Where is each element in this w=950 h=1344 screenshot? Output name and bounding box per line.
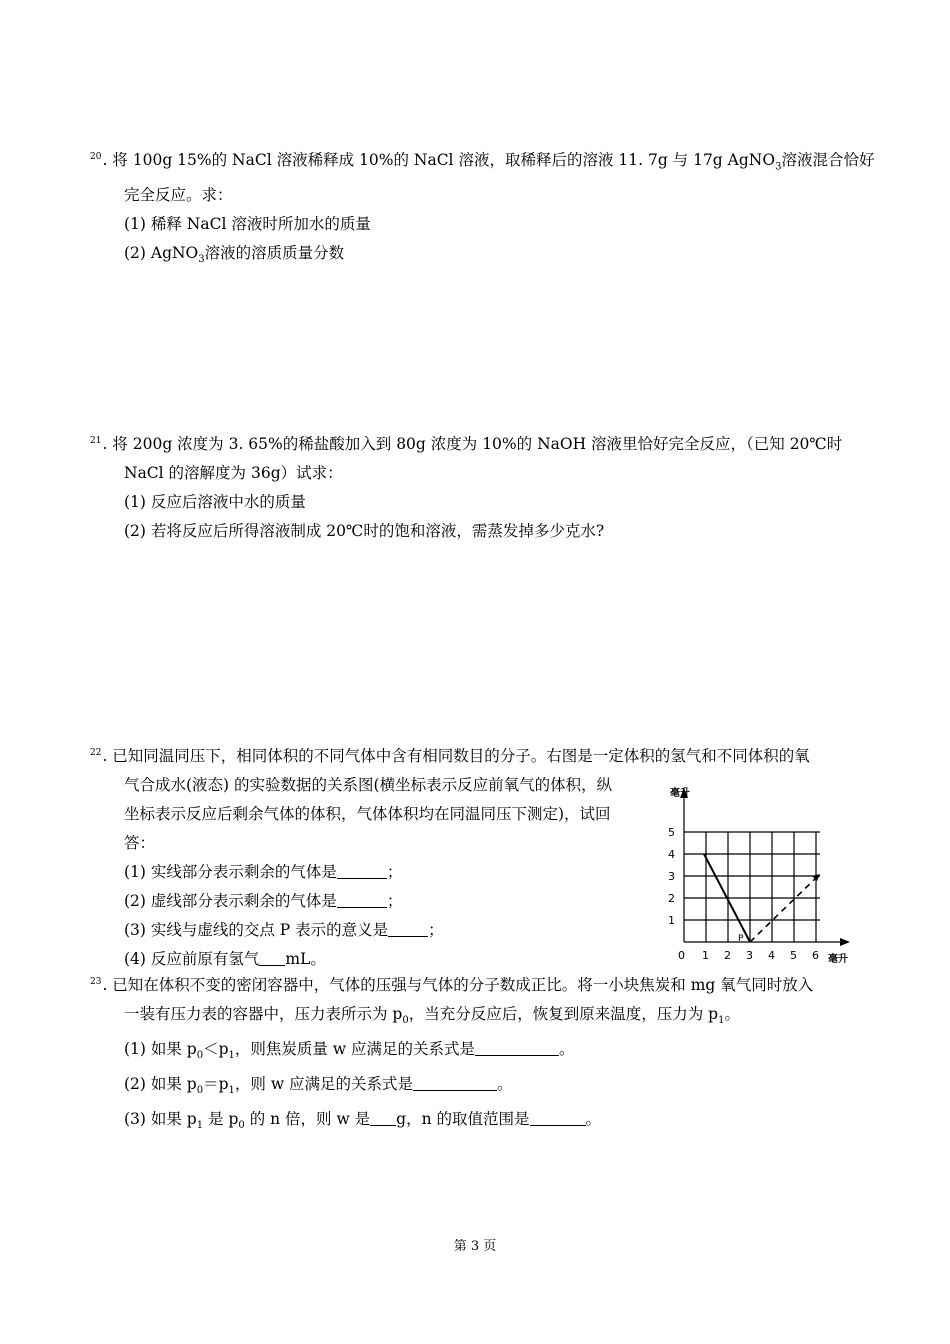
x-tick: 3 (746, 949, 753, 962)
sub-question: (1) 稀释 NaCl 溶液时所加水的质量 (124, 215, 371, 234)
question-number: 22 (90, 748, 102, 758)
question-number: 20 (90, 152, 102, 162)
question-21: $^{21}$. 将 200g 浓度为 3. 65%的稀盐酸加入到 80g 浓度为 10%的 NaOH 溶液里恰好完全反应，（已知 20℃时 NaCl 的溶解度为 36g）试求： (1) 反应后溶液中水的质量 (2) 若将反应后所得溶液制成 20℃时的饱和溶液，需蒸发掉多少克水? (90, 427, 865, 546)
answer-blank[interactable] (259, 949, 285, 966)
question-number: 23 (90, 977, 102, 987)
x-tick: 4 (768, 949, 775, 962)
answer-blank[interactable] (475, 1039, 559, 1056)
x-tick: 0 (678, 949, 685, 962)
gas-volume-graph (660, 778, 860, 973)
y-axis-unit: 毫升 (670, 788, 690, 799)
x-tick: 5 (790, 949, 797, 962)
y-tick: 2 (668, 892, 675, 905)
answer-blank[interactable] (337, 862, 387, 879)
point-p-label: P (738, 934, 744, 944)
sub-question: (2) 若将反应后所得溶液制成 20℃时的饱和溶液，需蒸发掉多少克水? (124, 522, 605, 541)
x-tick: 6 (812, 949, 819, 962)
y-tick: 3 (668, 870, 675, 883)
question-number: 21 (90, 436, 102, 446)
answer-blank[interactable] (413, 1074, 497, 1091)
x-axis-arrow (840, 938, 850, 946)
x-axis-unit: 毫升 (828, 954, 848, 965)
y-tick: 4 (668, 848, 675, 861)
answer-blank[interactable] (370, 1109, 396, 1126)
sub-question: (3) 如果 $p_1$ 是 $p_0$ 的 n 倍，则 w 是 g，n 的取值范围是 。 (124, 1110, 602, 1132)
sub-question: (3) 实线与虚线的交点 P 表示的意义是 ； (124, 921, 444, 940)
y-tick: 5 (668, 826, 675, 839)
sub-question: (4) 反应前原有氢气 mL。 (124, 950, 326, 969)
sub-question: (2) AgNO$_3$溶液的溶质质量分数 (124, 244, 345, 266)
sub-question: (1) 反应后溶液中水的质量 (124, 493, 306, 512)
sub-question: (1) 如果 $p_0<p_1$，则焦炭质量 w 应满足的关系式是 。 (124, 1040, 575, 1062)
sub-question: (1) 实线部分表示剩余的气体是 ； (124, 863, 403, 882)
y-tick: 1 (668, 914, 675, 927)
page-footer: 第 3 页 (453, 1239, 497, 1254)
question-23: $^{23}$. 已知在体积不变的密闭容器中，气体的压强与气体的分子数成正比。将一小块焦炭和 mg 氧气同时放入 一装有压力表的容器中，压力表所示为 $p_0$，当充分反应后，恢复到原来温度，压力为 $p_1$。 (1) 如果 $p_0<p_1$，则焦炭质量 w 应满足的关系式是 。 (2) 如果 $p_0=p_1$，则 w 应满足的关系式是 。 (3) 如果 $p_1$ 是 $p_0$ 的 n 倍，则 w 是 g，n 的取值范围是 。 (90, 968, 865, 1141)
answer-blank[interactable] (530, 1109, 586, 1126)
sub-question: (2) 虚线部分表示剩余的气体是 ； (124, 892, 403, 911)
question-22: $^{22}$. 已知同温同压下，相同体积的不同气体中含有相同数目的分子。右图是一定体积的氢气和不同体积的氧 气合成水(液态) 的实验数据的关系图(横坐标表示反应前氧气的体积，纵 坐标表示反应后剩余气体的体积，气体体积均在同温同压下测定)，试回 答： (1) 实线部分表示剩余的气体是 ； (2) 虚线部分表示剩余的气体是 ； (3) 实线与虚线的交点 P 表示的意义是 ； (4) 反应前原有氢气 mL。 (90, 739, 865, 974)
x-tick: 1 (702, 949, 709, 962)
dashed-line (750, 876, 818, 942)
question-20: $^{20}$. 将 100g 15%的 NaCl 溶液稀释成 10%的 NaCl 溶液，取稀释后的溶液 11. 7g 与 17g AgNO$_3$溶液混合恰好 完全反应。求： (1) 稀释 NaCl 溶液时所加水的质量 (2) AgNO$_3$溶液的溶质质量分数 (90, 143, 865, 274)
answer-blank[interactable] (388, 920, 428, 937)
x-tick: 2 (724, 949, 731, 962)
sub-question: (2) 如果 $p_0=p_1$，则 w 应满足的关系式是 。 (124, 1075, 513, 1097)
answer-blank[interactable] (337, 891, 387, 908)
